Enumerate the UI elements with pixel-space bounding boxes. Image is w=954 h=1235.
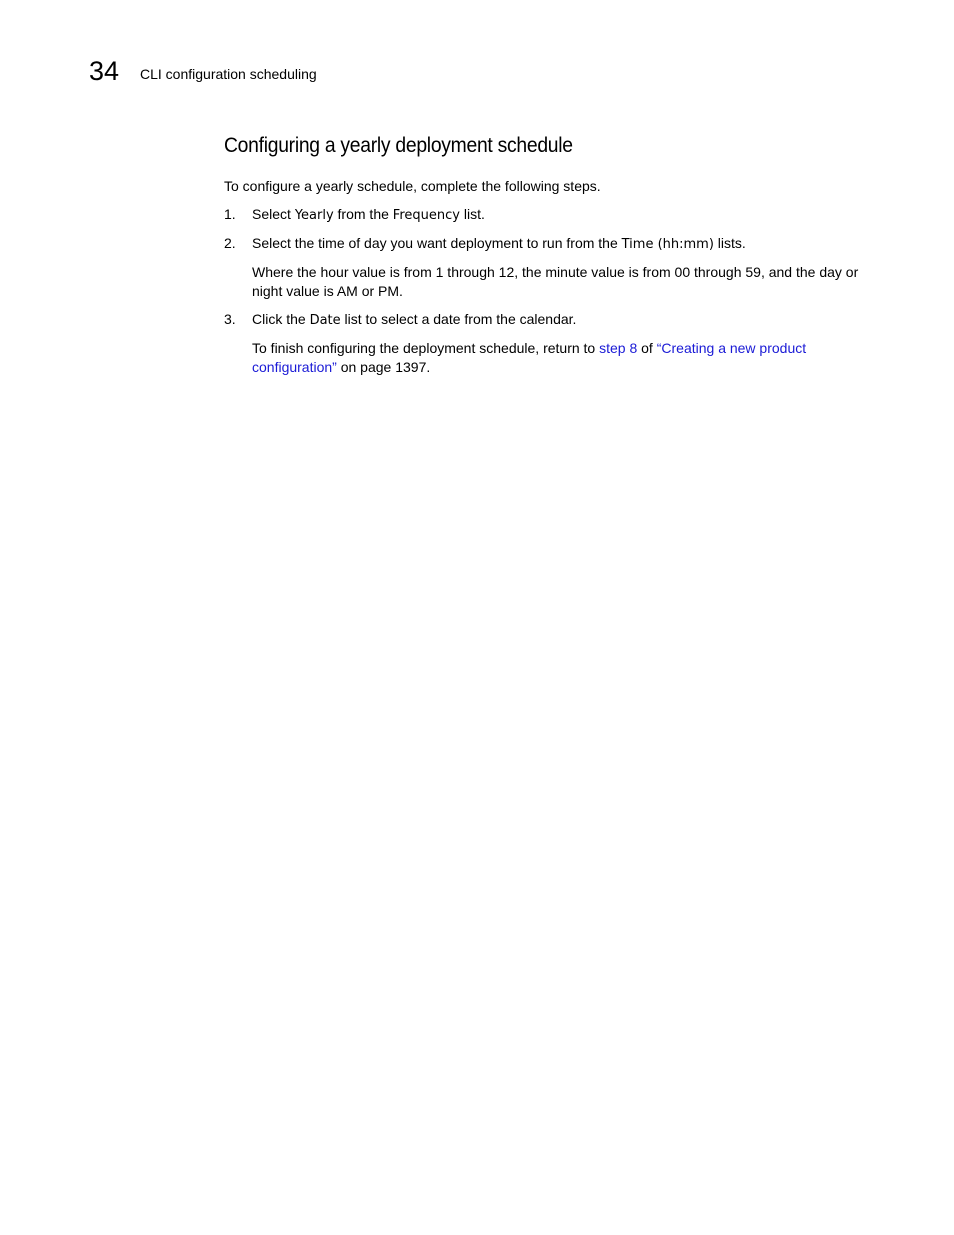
ui-term-yearly: Yearly <box>294 208 334 223</box>
closing-text-part: of <box>637 340 657 356</box>
section-heading: Configuring a yearly deployment schedule <box>224 134 573 157</box>
step-text-part: list to select a date from the calendar. <box>340 311 577 327</box>
main-content <box>224 131 864 377</box>
intro-paragraph: To configure a yearly schedule, complete the following steps. <box>224 178 601 194</box>
closing-text-part: To finish configuring the deployment schedule, return to <box>252 340 600 356</box>
list-item-step-2 <box>224 234 864 301</box>
creating-product-configuration-link[interactable]: “Creating a new product configuration” <box>252 340 807 375</box>
closing-paragraph <box>224 339 864 377</box>
step-text-part: Select <box>252 206 295 222</box>
chapter-title: CLI configuration scheduling <box>140 66 317 82</box>
step-number: 3. <box>224 311 236 327</box>
step-note: Where the hour value is from 1 through 12, the minute value is from 00 through 59, and the day or night value is AM or PM. <box>252 264 859 299</box>
ui-term-frequency: Frequency <box>392 208 460 223</box>
ui-term-date: Date <box>309 313 341 328</box>
step-text-part: Select the time of day you want deployment to run from the <box>252 235 622 251</box>
step-text <box>252 205 864 225</box>
closing-text-part: on page 1397. <box>336 359 431 375</box>
step-text-part: from the <box>333 206 393 222</box>
step-text-part: lists. <box>713 235 746 251</box>
step-number: 1. <box>224 206 236 222</box>
step-text <box>252 234 864 254</box>
chapter-number: 34 <box>89 56 120 86</box>
list-item-step-1 <box>224 205 864 225</box>
step-8-link[interactable]: step 8 <box>599 340 638 356</box>
step-number: 2. <box>224 235 236 251</box>
steps-list <box>224 205 864 330</box>
step-text-part: Click the <box>252 311 310 327</box>
list-item-step-3 <box>224 310 864 330</box>
step-text <box>252 310 864 330</box>
step-text-part: list. <box>459 206 485 222</box>
ui-term-time: Time (hh:mm) <box>621 237 714 252</box>
